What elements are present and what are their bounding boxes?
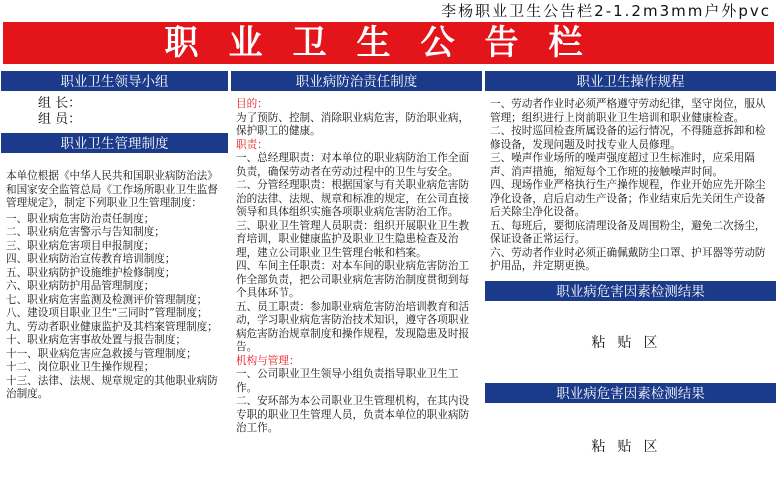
rule-item: 三、噪声作业场所的噪声强度超过卫生标准时，应采用隔声、消声措施，缩短每个工作班的接触噪声时间。 <box>490 152 755 178</box>
list-item: 十三、法律、法规、规章规定的其他职业病防治制度。 <box>6 374 218 400</box>
purpose-text: 为了预防、控制、消除职业病危害，防治职业病，保护职工的健康。 <box>236 111 470 137</box>
section-header-operation-rules: 职业卫生操作规程 <box>484 70 777 92</box>
list-item: 五、职业病防护设施维护检修制度； <box>6 266 176 279</box>
member-line: 组 员： <box>38 112 82 127</box>
product-caption: 李杨职业卫生公告栏2-1.2m3mm户外pvc <box>441 2 771 20</box>
column-responsibility <box>230 70 483 489</box>
paste-area-2: 粘贴区 <box>591 439 670 455</box>
rule-item: 一、劳动者作业时必须严格遵守劳动纪律，坚守岗位，服从管理；组织进行上岗前职业卫生培训和职业健康检查。 <box>490 98 766 124</box>
paste-area-1: 粘贴区 <box>591 335 670 351</box>
duty-item: 五、员工职责：参加职业病危害防治培训教育和活动，学习职业病危害防治技术知识，遵守各项职业病危害防治规章制度和操作规程，发现隐患及时报告。 <box>236 300 470 353</box>
org-item: 一、公司职业卫生领导小组负责指导职业卫生工作。 <box>236 368 459 394</box>
list-item: 四、职业病防治宣传教育培训制度； <box>6 253 176 265</box>
banner-title: 职业卫生公告栏 <box>3 22 774 64</box>
list-item: 一、职业病危害防治责任制度； <box>6 212 155 225</box>
org-item: 二、安环部为本公司职业卫生管理机构，在其内设专职的职业卫生管理人员，负责本单位的职业病防治工作。 <box>236 395 470 434</box>
duty-label: 职责： <box>236 138 268 151</box>
section-header-test-results-1: 职业病危害因素检测结果 <box>484 280 777 302</box>
leader-line: 组 长： <box>38 96 82 111</box>
org-label: 机构与管理： <box>236 354 300 367</box>
list-item: 十、职业病危害事故处置与报告制度； <box>6 334 187 346</box>
list-item: 二、职业病危害警示与告知制度； <box>6 226 165 238</box>
duty-item: 二、分管经理职责：根据国家与有关职业病危害防治的法律、法规、规章和标准的规定，在公司直接领导和具体组织实施各项职业病危害防治工作。 <box>236 179 470 218</box>
rule-item: 五、每班后，要彻底清理设备及周围粉尘，避免二次扬尘，保证设备正常运行。 <box>490 219 766 245</box>
list-item: 十一、职业病危害应急救援与管理制度； <box>6 347 197 360</box>
section-header-test-results-2: 职业病危害因素检测结果 <box>484 382 777 404</box>
column-leadership <box>0 70 229 489</box>
purpose-label: 目的： <box>236 98 268 110</box>
list-item: 七、职业病危害监测及检测评价管理制度； <box>6 293 208 306</box>
duty-item: 一、总经理职责：对本单位的职业病防治工作全面负责，确保劳动者在劳动过程中的卫生与安全。 <box>236 152 470 178</box>
duty-item: 四、车间主任职责：对本车间的职业病危害防治工作全部负责，把公司职业病危害防治制度贯彻到每个具体环节。 <box>236 260 470 299</box>
rule-item: 二、按时巡回检查所属设备的运行情况，不得随意拆卸和检修设备，发现问题及时找专业人员修理。 <box>490 125 766 151</box>
management-list <box>0 213 229 404</box>
list-item: 九、劳动者职业健康监护及其档案管理制度； <box>6 320 218 333</box>
list-item: 十二、岗位职业卫生操作规程； <box>6 361 155 373</box>
section-header-responsibility: 职业病防治责任制度 <box>230 70 483 92</box>
operation-rules-body <box>484 92 777 276</box>
rule-item: 四、现场作业严格执行生产操作规程，作业开始应先开除尘净化设备，启后启动生产设备；作业结束后先关闭生产设备后关除尘净化设备。 <box>490 179 766 218</box>
duty-item: 三、职业卫生管理人员职责：组织开展职业卫生教育培训，职业健康监护及职业卫生隐患检查及治理，建立公司职业卫生管理台帐和档案。 <box>236 219 470 259</box>
section-header-management-system: 职业卫生管理制度 <box>0 132 229 154</box>
rule-item: 六、劳动者作业时必须正确佩戴防尘口罩、护耳器等劳动防护用品，并定期更换。 <box>490 246 766 272</box>
responsibility-body <box>230 92 483 438</box>
column-operation-rules <box>484 70 777 489</box>
section-header-leadership-group: 职业卫生领导小组 <box>0 70 229 92</box>
list-item: 六、职业病防护用品管理制度； <box>6 280 155 292</box>
list-item: 三、职业病危害项目申报制度； <box>6 239 155 252</box>
list-item: 八、建设项目职业卫生“三同时”管理制度； <box>6 307 208 319</box>
management-intro: 本单位根据《中华人民共和国职业病防治法》和国家安全监管总局《工作场所职业卫生监督管理规定》，制定下列职业卫生管理制度： <box>6 170 218 209</box>
